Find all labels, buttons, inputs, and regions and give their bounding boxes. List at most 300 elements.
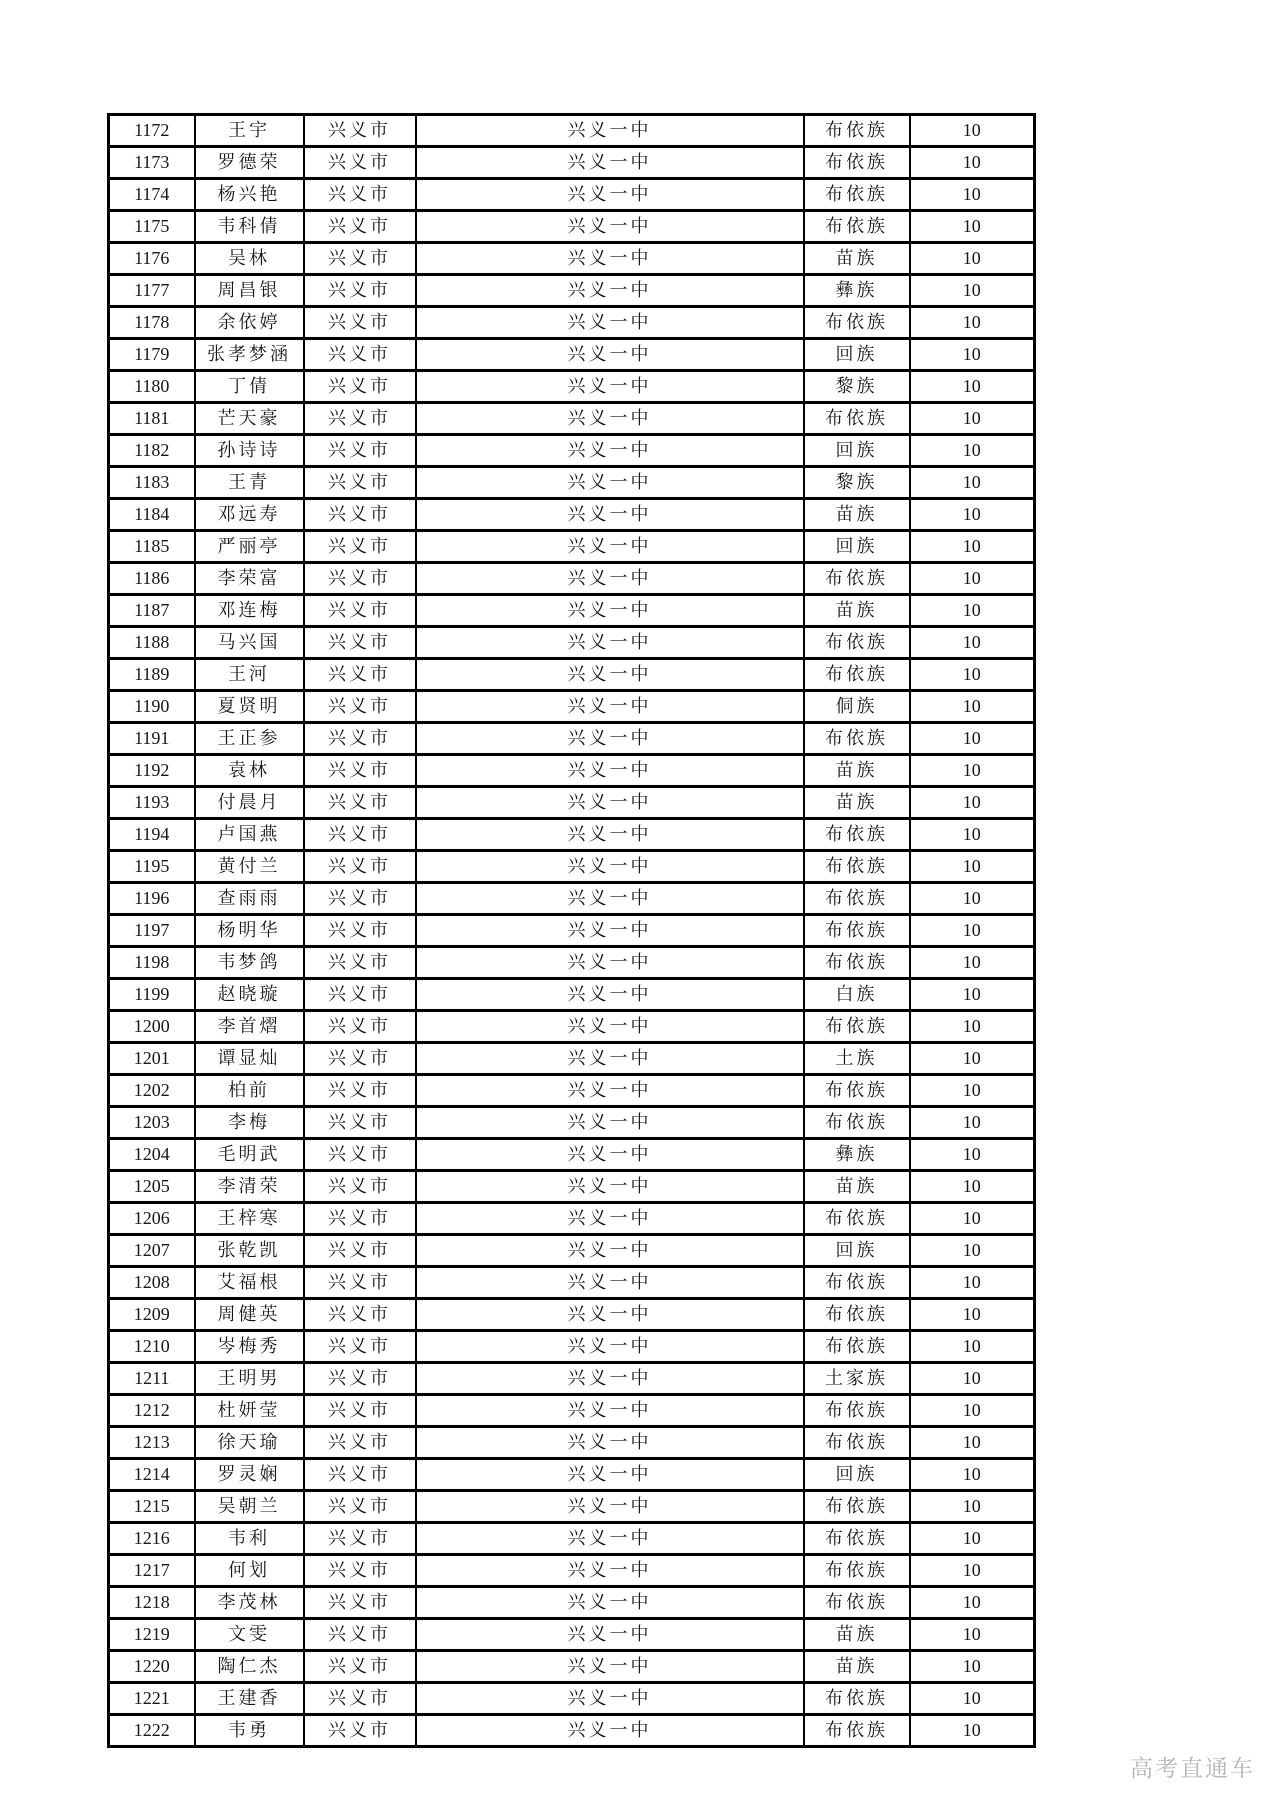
cell-score: 10 — [910, 371, 1035, 403]
cell-ethnicity: 布依族 — [804, 147, 910, 179]
cell-name: 韦勇 — [195, 1715, 304, 1747]
cell-name: 杨兴艳 — [195, 179, 304, 211]
cell-name: 徐天瑜 — [195, 1427, 304, 1459]
cell-ethnicity: 土族 — [804, 1043, 910, 1075]
table-row — [109, 1011, 1035, 1043]
table-row — [109, 1651, 1035, 1683]
cell-name: 艾福根 — [195, 1267, 304, 1299]
cell-id: 1191 — [109, 723, 195, 755]
cell-name: 张孝梦涵 — [195, 339, 304, 371]
cell-name: 吴朝兰 — [195, 1491, 304, 1523]
cell-id: 1195 — [109, 851, 195, 883]
cell-id: 1186 — [109, 563, 195, 595]
cell-id: 1182 — [109, 435, 195, 467]
cell-name: 韦梦鸽 — [195, 947, 304, 979]
cell-school: 兴义一中 — [416, 1427, 804, 1459]
cell-id: 1173 — [109, 147, 195, 179]
cell-ethnicity: 白族 — [804, 979, 910, 1011]
cell-ethnicity: 布依族 — [804, 851, 910, 883]
cell-city: 兴义市 — [304, 1587, 416, 1619]
cell-id: 1214 — [109, 1459, 195, 1491]
cell-city: 兴义市 — [304, 1139, 416, 1171]
cell-school: 兴义一中 — [416, 563, 804, 595]
table-row — [109, 1171, 1035, 1203]
cell-ethnicity: 布依族 — [804, 1299, 910, 1331]
cell-score: 10 — [910, 499, 1035, 531]
cell-score: 10 — [910, 1459, 1035, 1491]
cell-name: 丁倩 — [195, 371, 304, 403]
cell-city: 兴义市 — [304, 1651, 416, 1683]
cell-score: 10 — [910, 1363, 1035, 1395]
cell-school: 兴义一中 — [416, 467, 804, 499]
cell-city: 兴义市 — [304, 275, 416, 307]
cell-id: 1174 — [109, 179, 195, 211]
cell-name: 周昌银 — [195, 275, 304, 307]
cell-name: 谭显灿 — [195, 1043, 304, 1075]
cell-id: 1187 — [109, 595, 195, 627]
cell-id: 1216 — [109, 1523, 195, 1555]
table-row — [109, 179, 1035, 211]
cell-score: 10 — [910, 659, 1035, 691]
cell-name: 李荣富 — [195, 563, 304, 595]
cell-school: 兴义一中 — [416, 435, 804, 467]
cell-id: 1203 — [109, 1107, 195, 1139]
cell-id: 1175 — [109, 211, 195, 243]
cell-school: 兴义一中 — [416, 1267, 804, 1299]
cell-city: 兴义市 — [304, 1523, 416, 1555]
cell-score: 10 — [910, 1043, 1035, 1075]
cell-school: 兴义一中 — [416, 1203, 804, 1235]
cell-school: 兴义一中 — [416, 499, 804, 531]
cell-city: 兴义市 — [304, 1715, 416, 1747]
cell-name: 袁林 — [195, 755, 304, 787]
cell-city: 兴义市 — [304, 371, 416, 403]
cell-score: 10 — [910, 403, 1035, 435]
cell-id: 1218 — [109, 1587, 195, 1619]
cell-score: 10 — [910, 1011, 1035, 1043]
cell-id: 1215 — [109, 1491, 195, 1523]
cell-name: 余依婷 — [195, 307, 304, 339]
cell-city: 兴义市 — [304, 179, 416, 211]
table-row — [109, 1235, 1035, 1267]
table-row — [109, 1331, 1035, 1363]
cell-ethnicity: 布依族 — [804, 1587, 910, 1619]
cell-name: 王明男 — [195, 1363, 304, 1395]
table-row — [109, 915, 1035, 947]
cell-ethnicity: 黎族 — [804, 371, 910, 403]
cell-name: 王正参 — [195, 723, 304, 755]
cell-school: 兴义一中 — [416, 1299, 804, 1331]
cell-ethnicity: 布依族 — [804, 1555, 910, 1587]
table-row — [109, 1715, 1035, 1747]
cell-id: 1176 — [109, 243, 195, 275]
cell-city: 兴义市 — [304, 947, 416, 979]
cell-city: 兴义市 — [304, 1171, 416, 1203]
cell-score: 10 — [910, 1651, 1035, 1683]
cell-name: 杜妍莹 — [195, 1395, 304, 1427]
table-row — [109, 1043, 1035, 1075]
cell-score: 10 — [910, 275, 1035, 307]
cell-score: 10 — [910, 243, 1035, 275]
cell-id: 1207 — [109, 1235, 195, 1267]
cell-name: 罗灵娴 — [195, 1459, 304, 1491]
cell-school: 兴义一中 — [416, 1075, 804, 1107]
cell-name: 何划 — [195, 1555, 304, 1587]
cell-score: 10 — [910, 723, 1035, 755]
cell-name: 周健英 — [195, 1299, 304, 1331]
cell-score: 10 — [910, 915, 1035, 947]
cell-name: 付晨月 — [195, 787, 304, 819]
cell-school: 兴义一中 — [416, 1107, 804, 1139]
cell-score: 10 — [910, 1139, 1035, 1171]
cell-city: 兴义市 — [304, 659, 416, 691]
cell-city: 兴义市 — [304, 243, 416, 275]
table-row — [109, 595, 1035, 627]
cell-school: 兴义一中 — [416, 147, 804, 179]
cell-school: 兴义一中 — [416, 787, 804, 819]
cell-name: 韦利 — [195, 1523, 304, 1555]
cell-ethnicity: 布依族 — [804, 659, 910, 691]
cell-name: 王青 — [195, 467, 304, 499]
cell-name: 吴林 — [195, 243, 304, 275]
cell-school: 兴义一中 — [416, 307, 804, 339]
table-row — [109, 1587, 1035, 1619]
cell-school: 兴义一中 — [416, 819, 804, 851]
cell-city: 兴义市 — [304, 979, 416, 1011]
cell-ethnicity: 布依族 — [804, 627, 910, 659]
table-row — [109, 1683, 1035, 1715]
cell-city: 兴义市 — [304, 307, 416, 339]
table-row — [109, 1523, 1035, 1555]
table-row — [109, 371, 1035, 403]
cell-name: 毛明武 — [195, 1139, 304, 1171]
cell-city: 兴义市 — [304, 499, 416, 531]
cell-id: 1194 — [109, 819, 195, 851]
cell-score: 10 — [910, 115, 1035, 147]
cell-ethnicity: 布依族 — [804, 819, 910, 851]
cell-score: 10 — [910, 1587, 1035, 1619]
cell-ethnicity: 布依族 — [804, 1427, 910, 1459]
table-row — [109, 339, 1035, 371]
cell-id: 1212 — [109, 1395, 195, 1427]
cell-ethnicity: 布依族 — [804, 1203, 910, 1235]
cell-school: 兴义一中 — [416, 1683, 804, 1715]
cell-id: 1196 — [109, 883, 195, 915]
cell-id: 1177 — [109, 275, 195, 307]
cell-school: 兴义一中 — [416, 1235, 804, 1267]
table-row — [109, 659, 1035, 691]
cell-id: 1172 — [109, 115, 195, 147]
cell-score: 10 — [910, 147, 1035, 179]
cell-id: 1220 — [109, 1651, 195, 1683]
cell-city: 兴义市 — [304, 819, 416, 851]
cell-school: 兴义一中 — [416, 243, 804, 275]
cell-school: 兴义一中 — [416, 915, 804, 947]
cell-name: 陶仁杰 — [195, 1651, 304, 1683]
cell-city: 兴义市 — [304, 755, 416, 787]
table-row — [109, 691, 1035, 723]
student-roster-table — [107, 113, 1036, 1748]
cell-city: 兴义市 — [304, 403, 416, 435]
cell-school: 兴义一中 — [416, 595, 804, 627]
table-row — [109, 307, 1035, 339]
cell-id: 1192 — [109, 755, 195, 787]
cell-id: 1185 — [109, 531, 195, 563]
cell-ethnicity: 苗族 — [804, 1619, 910, 1651]
cell-score: 10 — [910, 947, 1035, 979]
cell-score: 10 — [910, 307, 1035, 339]
cell-ethnicity: 回族 — [804, 1235, 910, 1267]
cell-ethnicity: 布依族 — [804, 211, 910, 243]
cell-score: 10 — [910, 435, 1035, 467]
table-row — [109, 723, 1035, 755]
cell-ethnicity: 苗族 — [804, 499, 910, 531]
cell-city: 兴义市 — [304, 691, 416, 723]
cell-school: 兴义一中 — [416, 851, 804, 883]
cell-ethnicity: 苗族 — [804, 787, 910, 819]
cell-score: 10 — [910, 1235, 1035, 1267]
cell-ethnicity: 布依族 — [804, 179, 910, 211]
cell-id: 1204 — [109, 1139, 195, 1171]
cell-city: 兴义市 — [304, 883, 416, 915]
cell-score: 10 — [910, 691, 1035, 723]
cell-score: 10 — [910, 1427, 1035, 1459]
cell-name: 张乾凯 — [195, 1235, 304, 1267]
cell-city: 兴义市 — [304, 435, 416, 467]
cell-score: 10 — [910, 1331, 1035, 1363]
cell-name: 李清荣 — [195, 1171, 304, 1203]
cell-ethnicity: 苗族 — [804, 595, 910, 627]
table-row — [109, 563, 1035, 595]
cell-school: 兴义一中 — [416, 1523, 804, 1555]
cell-id: 1205 — [109, 1171, 195, 1203]
cell-score: 10 — [910, 595, 1035, 627]
cell-school: 兴义一中 — [416, 1619, 804, 1651]
cell-ethnicity: 布依族 — [804, 883, 910, 915]
cell-name: 李茂林 — [195, 1587, 304, 1619]
cell-id: 1190 — [109, 691, 195, 723]
cell-id: 1213 — [109, 1427, 195, 1459]
cell-id: 1217 — [109, 1555, 195, 1587]
cell-school: 兴义一中 — [416, 627, 804, 659]
table-row — [109, 1427, 1035, 1459]
cell-id: 1222 — [109, 1715, 195, 1747]
cell-city: 兴义市 — [304, 787, 416, 819]
cell-name: 杨明华 — [195, 915, 304, 947]
cell-score: 10 — [910, 883, 1035, 915]
cell-school: 兴义一中 — [416, 1555, 804, 1587]
cell-school: 兴义一中 — [416, 1715, 804, 1747]
cell-id: 1183 — [109, 467, 195, 499]
table-row — [109, 819, 1035, 851]
cell-score: 10 — [910, 339, 1035, 371]
watermark: 高考直通车 — [1130, 1755, 1255, 1781]
cell-name: 黄付兰 — [195, 851, 304, 883]
cell-name: 韦科倩 — [195, 211, 304, 243]
cell-id: 1179 — [109, 339, 195, 371]
cell-city: 兴义市 — [304, 915, 416, 947]
cell-ethnicity: 布依族 — [804, 1267, 910, 1299]
cell-id: 1197 — [109, 915, 195, 947]
cell-name: 邓连梅 — [195, 595, 304, 627]
table-row — [109, 1139, 1035, 1171]
cell-ethnicity: 彝族 — [804, 275, 910, 307]
cell-ethnicity: 布依族 — [804, 403, 910, 435]
cell-school: 兴义一中 — [416, 1011, 804, 1043]
cell-ethnicity: 布依族 — [804, 1523, 910, 1555]
table-row — [109, 243, 1035, 275]
cell-ethnicity: 苗族 — [804, 1651, 910, 1683]
cell-city: 兴义市 — [304, 1459, 416, 1491]
cell-id: 1219 — [109, 1619, 195, 1651]
cell-city: 兴义市 — [304, 1555, 416, 1587]
table-row — [109, 147, 1035, 179]
cell-name: 王建香 — [195, 1683, 304, 1715]
cell-score: 10 — [910, 1203, 1035, 1235]
cell-score: 10 — [910, 1299, 1035, 1331]
cell-name: 卢国燕 — [195, 819, 304, 851]
cell-score: 10 — [910, 1491, 1035, 1523]
cell-school: 兴义一中 — [416, 723, 804, 755]
cell-ethnicity: 布依族 — [804, 1491, 910, 1523]
cell-name: 邓远寿 — [195, 499, 304, 531]
table-row — [109, 851, 1035, 883]
cell-ethnicity: 布依族 — [804, 1011, 910, 1043]
cell-score: 10 — [910, 979, 1035, 1011]
cell-score: 10 — [910, 1555, 1035, 1587]
cell-name: 夏贤明 — [195, 691, 304, 723]
table-row — [109, 979, 1035, 1011]
cell-ethnicity: 布依族 — [804, 1075, 910, 1107]
cell-school: 兴义一中 — [416, 691, 804, 723]
cell-city: 兴义市 — [304, 1619, 416, 1651]
cell-id: 1202 — [109, 1075, 195, 1107]
cell-school: 兴义一中 — [416, 1331, 804, 1363]
cell-ethnicity: 布依族 — [804, 115, 910, 147]
table-row — [109, 1459, 1035, 1491]
cell-ethnicity: 布依族 — [804, 1331, 910, 1363]
cell-ethnicity: 布依族 — [804, 1107, 910, 1139]
cell-city: 兴义市 — [304, 211, 416, 243]
cell-id: 1200 — [109, 1011, 195, 1043]
cell-name: 严丽亭 — [195, 531, 304, 563]
table-row — [109, 1395, 1035, 1427]
cell-ethnicity: 苗族 — [804, 243, 910, 275]
cell-score: 10 — [910, 563, 1035, 595]
table-row — [109, 467, 1035, 499]
cell-city: 兴义市 — [304, 1107, 416, 1139]
cell-city: 兴义市 — [304, 531, 416, 563]
cell-score: 10 — [910, 1267, 1035, 1299]
table-row — [109, 1555, 1035, 1587]
cell-score: 10 — [910, 1075, 1035, 1107]
cell-score: 10 — [910, 179, 1035, 211]
cell-score: 10 — [910, 1395, 1035, 1427]
cell-id: 1206 — [109, 1203, 195, 1235]
cell-ethnicity: 土家族 — [804, 1363, 910, 1395]
cell-school: 兴义一中 — [416, 1043, 804, 1075]
cell-name: 马兴国 — [195, 627, 304, 659]
cell-score: 10 — [910, 1619, 1035, 1651]
cell-score: 10 — [910, 1715, 1035, 1747]
cell-name: 王宇 — [195, 115, 304, 147]
cell-score: 10 — [910, 467, 1035, 499]
cell-name: 罗德荣 — [195, 147, 304, 179]
cell-school: 兴义一中 — [416, 339, 804, 371]
cell-school: 兴义一中 — [416, 883, 804, 915]
cell-id: 1178 — [109, 307, 195, 339]
table-row — [109, 1299, 1035, 1331]
cell-score: 10 — [910, 819, 1035, 851]
cell-school: 兴义一中 — [416, 1459, 804, 1491]
cell-school: 兴义一中 — [416, 531, 804, 563]
cell-id: 1198 — [109, 947, 195, 979]
cell-school: 兴义一中 — [416, 947, 804, 979]
cell-ethnicity: 回族 — [804, 435, 910, 467]
cell-city: 兴义市 — [304, 723, 416, 755]
cell-school: 兴义一中 — [416, 211, 804, 243]
cell-school: 兴义一中 — [416, 275, 804, 307]
cell-score: 10 — [910, 1171, 1035, 1203]
cell-ethnicity: 黎族 — [804, 467, 910, 499]
table-row — [109, 1363, 1035, 1395]
cell-city: 兴义市 — [304, 1683, 416, 1715]
table-row — [109, 947, 1035, 979]
cell-ethnicity: 回族 — [804, 339, 910, 371]
cell-ethnicity: 布依族 — [804, 1715, 910, 1747]
cell-id: 1180 — [109, 371, 195, 403]
cell-city: 兴义市 — [304, 1075, 416, 1107]
table-row — [109, 883, 1035, 915]
cell-id: 1193 — [109, 787, 195, 819]
cell-score: 10 — [910, 627, 1035, 659]
cell-city: 兴义市 — [304, 563, 416, 595]
cell-score: 10 — [910, 1523, 1035, 1555]
cell-score: 10 — [910, 755, 1035, 787]
cell-city: 兴义市 — [304, 1299, 416, 1331]
cell-id: 1221 — [109, 1683, 195, 1715]
cell-city: 兴义市 — [304, 1427, 416, 1459]
cell-name: 孙诗诗 — [195, 435, 304, 467]
cell-ethnicity: 布依族 — [804, 307, 910, 339]
cell-city: 兴义市 — [304, 595, 416, 627]
cell-school: 兴义一中 — [416, 1491, 804, 1523]
cell-id: 1208 — [109, 1267, 195, 1299]
table-row — [109, 1267, 1035, 1299]
cell-city: 兴义市 — [304, 339, 416, 371]
table-row — [109, 499, 1035, 531]
table-row — [109, 403, 1035, 435]
cell-city: 兴义市 — [304, 1203, 416, 1235]
cell-city: 兴义市 — [304, 115, 416, 147]
cell-school: 兴义一中 — [416, 1139, 804, 1171]
table-row — [109, 755, 1035, 787]
cell-score: 10 — [910, 1683, 1035, 1715]
cell-score: 10 — [910, 211, 1035, 243]
cell-ethnicity: 苗族 — [804, 1171, 910, 1203]
cell-school: 兴义一中 — [416, 659, 804, 691]
cell-city: 兴义市 — [304, 1363, 416, 1395]
cell-ethnicity: 布依族 — [804, 1683, 910, 1715]
cell-city: 兴义市 — [304, 1043, 416, 1075]
cell-school: 兴义一中 — [416, 1651, 804, 1683]
table-row — [109, 1075, 1035, 1107]
cell-id: 1181 — [109, 403, 195, 435]
cell-school: 兴义一中 — [416, 115, 804, 147]
cell-name: 查雨雨 — [195, 883, 304, 915]
cell-city: 兴义市 — [304, 1267, 416, 1299]
table-row — [109, 1619, 1035, 1651]
